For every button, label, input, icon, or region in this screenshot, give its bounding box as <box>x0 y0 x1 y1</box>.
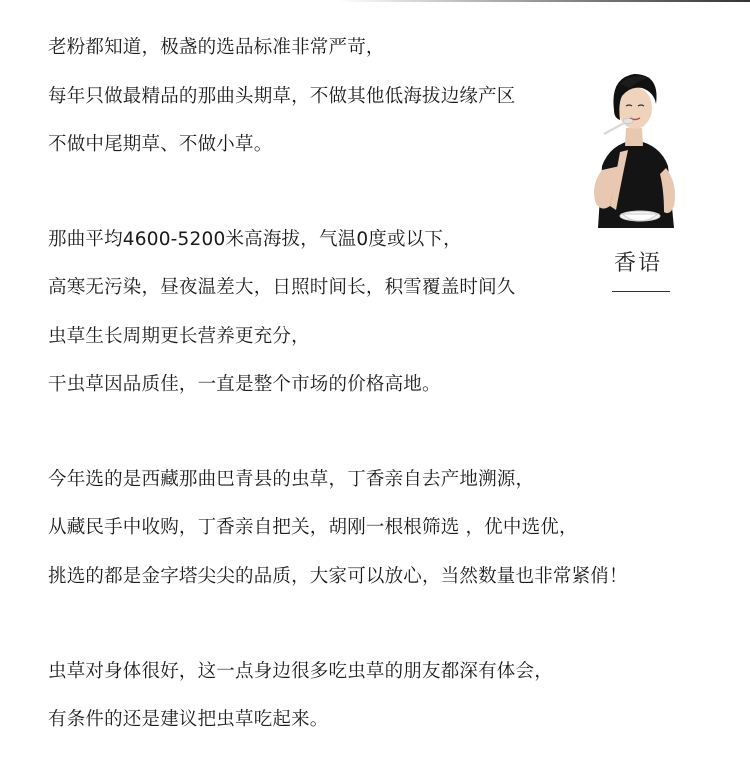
text-line: 不做中尾期草、不做小草。 <box>48 134 273 155</box>
text-line: 从藏民手中收购，丁香亲自把关，胡刚一根根筛选 ，优中选优， <box>48 517 578 538</box>
text-line: 有条件的还是建议把虫草吃起来。 <box>48 709 329 730</box>
text-line: 虫草对身体很好，这一点身边很多吃虫草的朋友都深有体会， <box>48 661 553 682</box>
text-line: 老粉都知道，极盏的选品标准非常严苛， <box>48 37 385 58</box>
text-line: 每年只做最精品的那曲头期草，不做其他低海拔边缘产区 <box>48 86 516 107</box>
author-signature: 香语 <box>613 251 662 276</box>
text-line: 干虫草因品质佳，一直是整个市场的价格高地。 <box>48 374 441 395</box>
text-line: 虫草生长周期更长营养更充分， <box>48 326 310 347</box>
text-line: 挑选的都是金字塔尖尖的品质，大家可以放心，当然数量也非常紧俏！ <box>48 566 628 587</box>
text-line: 今年选的是西藏那曲巴青县的虫草，丁香亲自去产地溯源， <box>48 469 535 490</box>
top-divider <box>0 0 750 2</box>
text-line: 高寒无污染，昼夜温差大，日照时间长，积雪覆盖时间久 <box>48 277 516 298</box>
text-line: 那曲平均4600-5200米高海拔，气温0度或以下， <box>48 229 462 250</box>
author-portrait <box>580 66 688 228</box>
signature-underline <box>612 291 670 292</box>
